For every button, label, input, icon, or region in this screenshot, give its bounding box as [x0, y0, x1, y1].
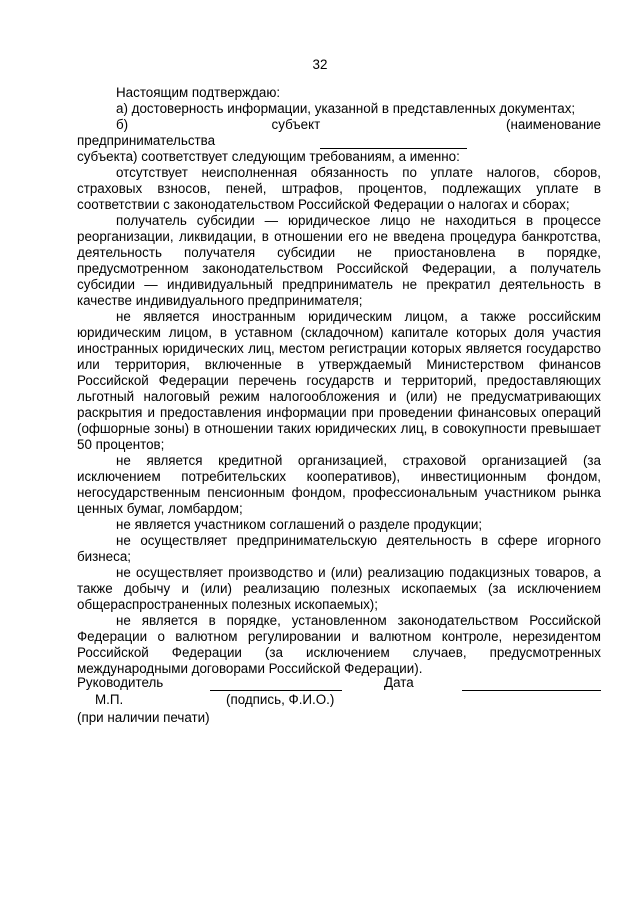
requirement-paragraph: не является иностранным юридическим лицом, а также российским юридическим лицом, в уставном (складочном) капитале которых доля участия иностранных юридических лиц, местом регистрации которых является государство или территория, включенные в утверждаемый Министерством финансов Российской Федерации перечень государств и территорий, предоставляющих льготный налоговый режим налогообложения и (или) не предусматривающих раскрытия и предоставления информации при проведении финансовых операций (офшорные зоны) в отношении таких юридических лиц, в совокупности превышает 50 процентов;	[77, 309, 601, 452]
intro-line: Настоящим подтверждаю:	[116, 85, 281, 100]
document-body	[77, 85, 601, 677]
requirement-paragraph: не осуществляет производство и (или) реализацию подакцизных товаров, а также добычу и (или) реализацию полезных ископаемых (за исключением общераспространенных полезных ископаемых);	[77, 565, 601, 612]
requirement-paragraph: не является участником соглашений о разделе продукции;	[116, 517, 483, 532]
requirement-paragraph: получатель субсидии — юридическое лицо не находиться в процессе реорганизации, ликвидации, в отношении его не введена процедура банкротства, деятельность получателя субсидии не приостановлена в порядке, предусмотренном законодательством Российской Федерации, а получатель субсидии — индивидуальный предприниматель не прекратил деятельность в качестве индивидуального предпринимателя;	[77, 213, 601, 308]
signature-caption: (подпись, Ф.И.О.)	[226, 692, 335, 707]
signature-blank	[210, 675, 342, 691]
requirement-paragraph: не является кредитной организацией, страховой организацией (за исключением потребительских кооперативов), инвестиционным фондом, негосударственным пенсионным фондом, профессиональным участником рынка ценных бумаг, ломбардом;	[77, 453, 601, 516]
item-b-continuation: субъекта) соответствует следующим требованиям, а именно:	[77, 149, 460, 164]
item-b-prefix: б) субъект предпринимательства	[77, 117, 321, 148]
subject-name-blank	[320, 117, 467, 149]
requirement-paragraph: не осуществляет предпринимательскую деятельность в сфере игорного бизнеса;	[77, 533, 601, 564]
item-a: а) достоверность информации, указанной в представленных документах;	[116, 101, 576, 116]
head-label: Руководитель	[77, 675, 164, 690]
page-number: 32	[312, 57, 328, 72]
item-b-suffix: (наименование	[505, 117, 601, 132]
requirement-paragraph: отсутствует неисполненная обязанность по уплате налогов, сборов, страховых взносов, пеней, штрафов, процентов, подлежащих уплате в соответствии с законодательством Российской Федерации о налогах и сборах;	[77, 165, 601, 212]
date-blank	[462, 675, 601, 691]
stamp-note: (при наличии печати)	[77, 710, 210, 725]
signature-block	[77, 675, 601, 735]
item-b-line	[77, 117, 601, 149]
stamp-label: М.П.	[95, 692, 124, 707]
requirement-paragraph: не является в порядке, установленном законодательством Российской Федерации о валютном регулировании и валютном контроле, нерезидентом Российской Федерации (за исключением случаев, предусмотренных международными договорами Российской Федерации).	[77, 613, 601, 676]
date-label: Дата	[384, 675, 414, 690]
